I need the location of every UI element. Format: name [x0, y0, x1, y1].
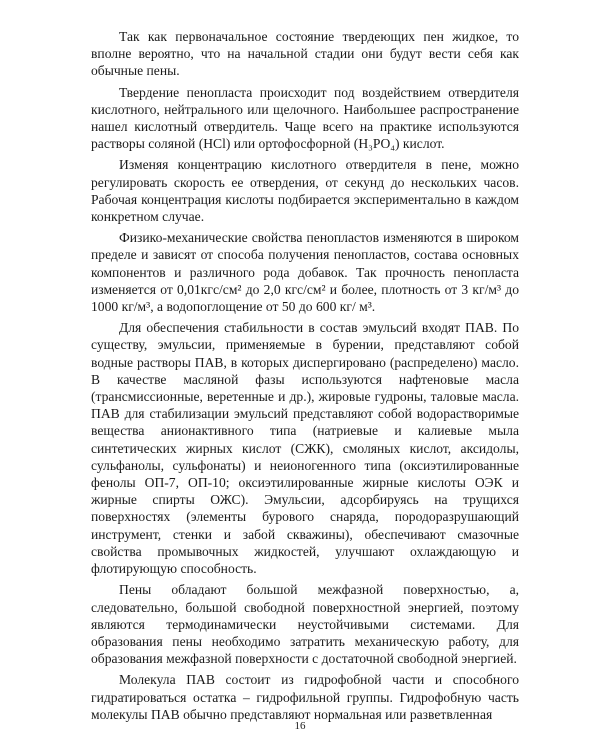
- paragraph-7: Молекула ПАВ состоит из гидрофобной части и способного гидратироваться остатка – гидрофильной группы. Гидрофобную часть молекулы ПАВ обычно представляют нормальная или разветвленная: [91, 672, 519, 722]
- body-text: [91, 28, 519, 723]
- page-number: 16: [294, 720, 306, 732]
- paragraph-5: Для обеспечения стабильности в состав эмульсий входят ПАВ. По существу, эмульсии, применяемые в бурении, представляют собой водные растворы ПАВ, в которых диспергировано (распределено) масло. В качестве масляной фазы используются нафтеновые масла (трансмиссионные, веретенные и др.), жировые гудроны, таловые масла. ПАВ для стабилизации эмульсий представляют собой водорастворимые вещества анионактивного типа (натриевые и калиевые мыла синтетических жирных кислот (СЖК), смоляных кислот, аксидолы, сульфанолы, сульфонаты) и неионогенного типа (оксиэтилированные фенолы ОП-7, ОП-10; оксиэтилированные жирные кислоты ОЭК и жирные спирты ОЖС). Эмульсии, адсорбируясь на трущихся поверхностях (элементы бурового снаряда, породоразрушающий инструмент, стенки и забой скважины), обеспечивают смазочные свойства промывочных жидкостей, улучшают охлаждающую и флотирующую способность.: [91, 320, 519, 577]
- paragraph-2: Твердение пенопласта происходит под воздействием отвердителя кислотного, нейтрального или щелочного. Наибольшее распространение нашел кислотный отвердитель. Чаще всего на практике используются растворы соляной (HCl) или ортофосфорной (H₃PO₄) кислот.: [91, 84, 519, 152]
- paragraph-4: Физико-механические свойства пенопластов изменяются в широком пределе и зависят от способа получения пенопластов, состава основных компонентов и различного рода добавок. Так прочность пенопласта изменяется от 0,01кгс/см² до 2,0 кгс/см² и более, плотность от 3 кг/м³ до 1000 кг/м³, а водопоглощение от 50 до 600 кг/ м³.: [91, 230, 519, 315]
- paragraph-3: Изменяя концентрацию кислотного отвердителя в пене, можно регулировать скорость ее отвердения, от секунд до нескольких часов. Рабочая концентрация кислоты подбирается экспериментально в каждом конкретном случае.: [91, 157, 519, 225]
- paragraph-1: Так как первоначальное состояние твердеющих пен жидкое, то вполне вероятно, что на начальной стадии они будут вести себя как обычные пены.: [91, 29, 519, 79]
- paragraph-6: Пены обладают большой межфазной поверхностью, а, следовательно, большой свободной поверхностной энергией, поэтому являются термодинамически неустойчивыми системами. Для образования пены необходимо затратить механическую работу, для образования межфазной поверхности с достаточной свободной энергией.: [91, 582, 519, 667]
